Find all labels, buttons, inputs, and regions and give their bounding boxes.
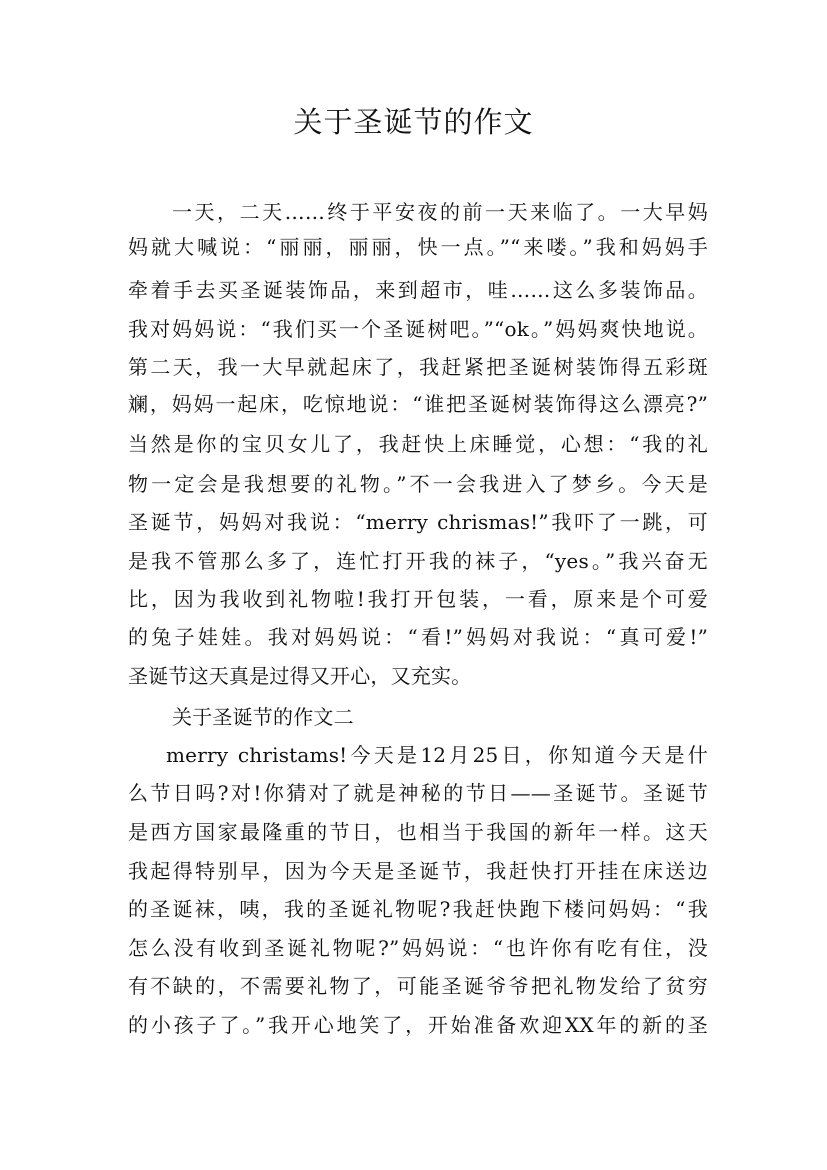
paragraph-line: 的兔子娃娃。我对妈妈说：“看!”妈妈对我说：“真可爱!” (128, 625, 708, 649)
paragraph-line: 妈就大喊说：“丽丽，丽丽，快一点。”“来喽。”我和妈妈手 (128, 235, 708, 259)
paragraph-line: 物一定会是我想要的礼物。”不一会我进入了梦乡。今天是 (128, 472, 708, 496)
paragraph-line: 一天，二天……终于平安夜的前一天来临了。一大早妈 (172, 200, 708, 224)
paragraph-line: merry christams!今天是12月25日，你知道今天是什 (166, 743, 708, 767)
document-title: 关于圣诞节的作文 (293, 105, 534, 139)
paragraph-line: 是我不管那么多了，连忙打开我的袜子，“yes。”我兴奋无 (128, 549, 708, 573)
paragraph-line: 当然是你的宝贝女儿了，我赶快上床睡觉，心想：“我的礼 (128, 432, 708, 456)
paragraph-line: 有不缺的，不需要礼物了，可能圣诞爷爷把礼物发给了贫穷 (128, 974, 708, 998)
paragraph-line: 斓，妈妈一起床，吃惊地说：“谁把圣诞树装饰得这么漂亮?” (128, 392, 708, 416)
paragraph-line: 比，因为我收到礼物啦!我打开包装，一看，原来是个可爱 (128, 587, 708, 611)
paragraph-line: 我对妈妈说：“我们买一个圣诞树吧。”“ok。”妈妈爽快地说。 (128, 317, 708, 341)
paragraph-line: 是西方国家最隆重的节日，也相当于我国的新年一样。这天 (128, 820, 708, 844)
paragraph-line: 第二天，我一大早就起床了，我赶紧把圣诞树装饰得五彩斑 (128, 355, 708, 379)
paragraph-line: 我起得特别早，因为今天是圣诞节，我赶快打开挂在床送边 (128, 859, 708, 883)
paragraph-line: 牵着手去买圣诞装饰品，来到超市，哇……这么多装饰品。 (128, 278, 708, 302)
paragraph-line: 圣诞节，妈妈对我说：“merry chrismas!”我吓了一跳，可 (128, 510, 708, 534)
paragraph-line: 么节日吗?对!你猜对了就是神秘的节日——圣诞节。圣诞节 (128, 781, 708, 805)
paragraph-line: 的小孩子了。”我开心地笑了，开始准备欢迎XX年的新的圣 (128, 1013, 708, 1037)
paragraph-line: 的圣诞袜，咦，我的圣诞礼物呢?我赶快跑下楼问妈妈：“我 (128, 897, 708, 921)
section-heading: 关于圣诞节的作文二 (172, 705, 354, 729)
paragraph-line: 圣诞节这天真是过得又开心，又充实。 (128, 664, 472, 688)
paragraph-line: 怎么没有收到圣诞礼物呢?”妈妈说：“也许你有吃有住，没 (128, 936, 708, 960)
